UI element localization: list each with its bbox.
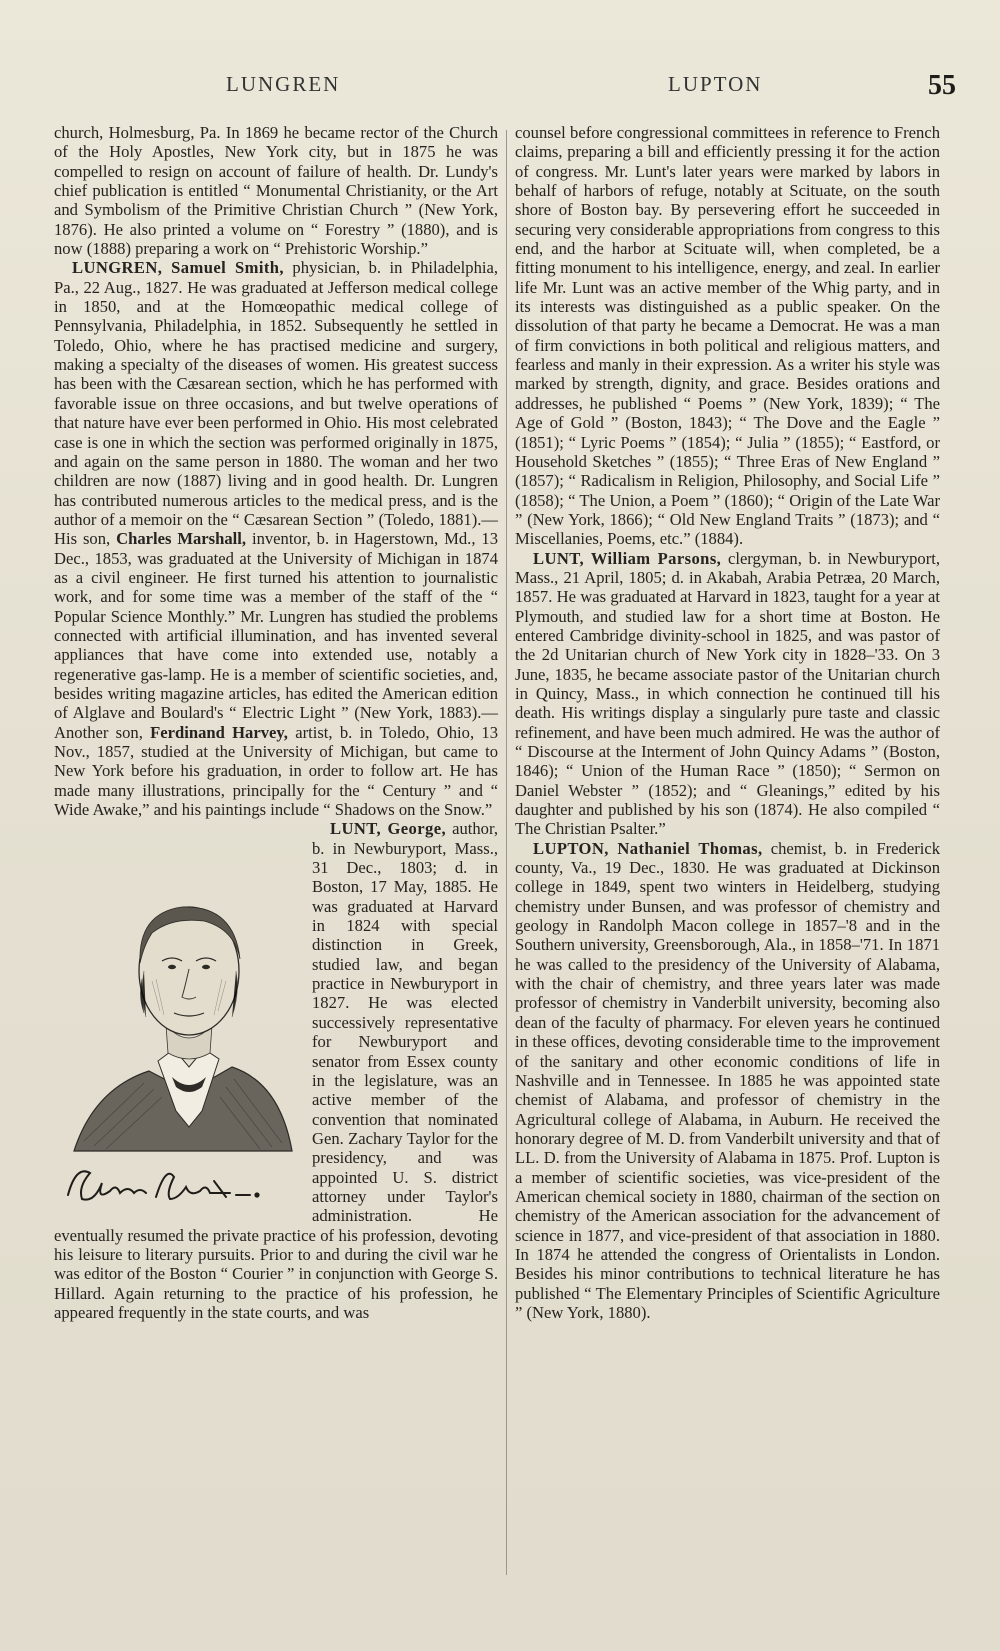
entry-heading-lunt-william: LUNT, William Parsons, xyxy=(533,548,722,568)
entry-text-lunt-george: author, b. in Newburyport, Mass., 31 Dec., 1803; d. in Boston, 17 May, 1885. He was graduated at Harvard in 1824 with special distinction in Greek, studied law, and began practice in Newburyport in 1827. He was elected successively representative for Newburyport and senator from Essex county in the legislature, was an active member of the convention that nominated Gen. Zachary Taylor for the presidency, and was appointed U. S. district attorney under Taylor's administration. He eventually resumed the private practice of his profession, devoting his leisure to literary pursuits. Prior to and during the civil war he was editor of the Boston “ Courier ” in conjunction with George S. Hillard. Again returning to the practice of his profession, he appeared frequently in the state courts, and was xyxy=(54,819,498,1322)
entry-text-lungren-1: physician, b. in Philadelphia, Pa., 22 Aug., 1827. He was graduated at Jefferson medical college in 1850, and at the Homœopathic medical college of Pennsylvania, Philadelphia, in 1852. Subsequently he settled in Toledo, Ohio, where he has practised medicine and surgery, making a specialty of the diseases of women. His greatest success has been with the Cæsarean section, which he has performed with favorable issue on three occasions, and but twelve operations of that nature have ever been performed in Ohio. His most celebrated case is one in which the section was performed originally in 1875, and again on the same person in 1880. The woman and her two children are now (1887) living and in good health. Dr. Lungren has contributed numerous articles to the medical press, and is the author of a memoir on the “ Cæsarean Section ” (Toledo, 1881).—His son, xyxy=(54,258,498,549)
entry-text-lungren-2: inventor, b. in Hagerstown, Md., 13 Dec., 1853, was graduated at the University of Michigan in 1874 as a civil engineer. He first turned his attention to journalistic work, and for some time was a member of the staff of the “ Popular Science Monthly.” Mr. Lungren has studied the problems connected with artificial illumination, and has invented several appliances that have come into extended use, notably a regenerative gas-lamp. He is a member of scientific societies, and, besides writing magazine articles, has edited the American edition of Alglave and Boulard's “ Electric Light ” (New York, 1883).—Another son, xyxy=(54,529,498,742)
running-head-right: LUPTON xyxy=(668,72,763,96)
entry-heading-lupton: LUPTON, Nathaniel Thomas, xyxy=(533,838,763,858)
left-column xyxy=(54,123,498,1322)
entry-text-lunt-william: clergyman, b. in Newburyport, Mass., 21 April, 1805; d. in Akabah, Arabia Petræa, 20 March, 1857. He was graduated at Harvard in 1823, taught for a year at Plymouth, and studied law for a short time at Boston. He entered Cambridge divinity-school in 1825, and was pastor of the 2d Unitarian church of New York city in 1828–'33. On 3 June, 1835, he became associate pastor of the Unitarian church in Quincy, Mass., in which connection he continued till his death. His writings display a singularly pure taste and classic refinement, and have been much admired. He was the author of “ Discourse at the Interment of John Quincy Adams ” (Boston, 1846); “ Union of the Human Race ” (1850); “ Sermon on Daniel Webster ” (1852); and “ Gleanings,” edited by his daughter and published by his son (1874). He also compiled “ The Christian Psalter.” xyxy=(515,548,941,839)
running-head-left: LUNGREN xyxy=(226,72,341,96)
entry-lunt-william xyxy=(515,549,940,839)
entry-heading-lungren: LUNGREN, Samuel Smith, xyxy=(72,258,284,278)
entry-lunt-george xyxy=(54,819,498,1322)
portrait-engraving xyxy=(54,821,304,1213)
subentry-heading-ferdinand: Ferdinand Harvey, xyxy=(150,722,288,742)
portrait-george-lunt xyxy=(54,821,304,1213)
entry-text-lupton: chemist, b. in Frederick county, Va., 19 Dec., 1830. He was graduated at Dickinson college in 1849, spent two winters in Heidelberg, studying chemistry under Bunsen, and was professor of chemistry and geology in Randolph Macon college in 1857–'8 and in the Southern university, Greensborough, Ala., in 1858–'71. In 1871 he was called to the presidency of the University of Alabama, with the chair of chemistry, and three years later was made professor of chemistry in Vanderbilt university, becoming also dean of the faculty of pharmacy. For eleven years he continued in these offices, devoting considerable time to the improvement of the sanitary and other economic conditions of life in Nashville and in Tennessee. In 1885 he was appointed state chemist of Alabama, and professor of chemistry in the Agricultural college of Alabama, in Auburn. He received the honorary degree of M. D. from Vanderbilt university and that of LL. D. from the University of Alabama in 1875. Prof. Lupton is a member of scientific societies, was vice-president of the American chemical society in 1880, chairman of the section on chemistry of the American association for the advancement of science in 1877, and vice-president of that association in 1880. In 1874 he attended the congress of Orientalists in London. Besides his minor contributions to technical literature he has published “ The Elementary Principles of Scientific Agriculture ” (New York, 1880). xyxy=(515,838,940,1322)
lundy-continuation: church, Holmesburg, Pa. In 1869 he became rector of the Church of the Holy Apostles, New York city, but in 1875 he was compelled to resign on account of failure of health. Dr. Lundy's chief publication is entitled “ Monumental Christianity, or the Art and Symbolism of the Primitive Christian Church ” (New York, 1876). He also printed a volume on “ Forestry ” (1880), and is now (1888) preparing a work on “ Prehistoric Worship.” xyxy=(54,123,498,259)
signature-graphic xyxy=(68,1172,259,1200)
column-divider xyxy=(506,130,507,1575)
page-number: 55 xyxy=(928,70,956,101)
lunt-george-continuation: counsel before congressional committees in reference to French claims, preparing a bill and efficiently pressing it for the action of congress. Mr. Lunt's later years were marked by labors in behalf of harbors of refuge, notably at Scituate, on the south shore of Boston bay. By persevering effort he succeeded in securing very considerable appropriations from congress to this end, and the harbor at Scituate will, when completed, be a fitting monument to his intelligence, energy, and zeal. In earlier life Mr. Lunt was an active member of the Whig party, and in its interests was distinguished as a public speaker. On the dissolution of that party he became a Democrat. He was a man of firm convictions in both political and religious matters, and fearless and manly in their expression. As a writer his style was marked by strength, dignity, and grace. Besides orations and addresses, he published “ Poems ” (New York, 1839); “ The Age of Gold ” (Boston, 1843); “ The Dove and the Eagle ” (1851); “ Lyric Poems ” (1854); “ Julia ” (1855); “ Eastford, or Household Sketches ” (1855); “ Three Eras of New England ” (1857); “ Radicalism in Religion, Philosophy, and Social Life ” (1858); “ The Union, a Poem ” (1860); “ Origin of the Late War ” (New York, 1866); “ Old New England Traits ” (1873); and “ Miscellanies, Poems, etc.” (1884). xyxy=(515,123,940,549)
entry-lungren-samuel xyxy=(54,258,498,819)
subentry-heading-charles: Charles Marshall, xyxy=(116,529,247,549)
entry-text-lungren-3: artist, b. in Toledo, Ohio, 13 Nov., 1857, studied at the University of Michigan, but came to New York before his graduation, in order to follow art. He has made many illustrations, principally for the “ Century ” and “ Wide Awake,” and his paintings include “ Shadows on the Snow.” xyxy=(54,722,498,820)
entry-heading-lunt-george: LUNT, George, xyxy=(330,819,447,839)
entry-lupton xyxy=(515,839,940,1323)
right-column xyxy=(515,123,940,1322)
